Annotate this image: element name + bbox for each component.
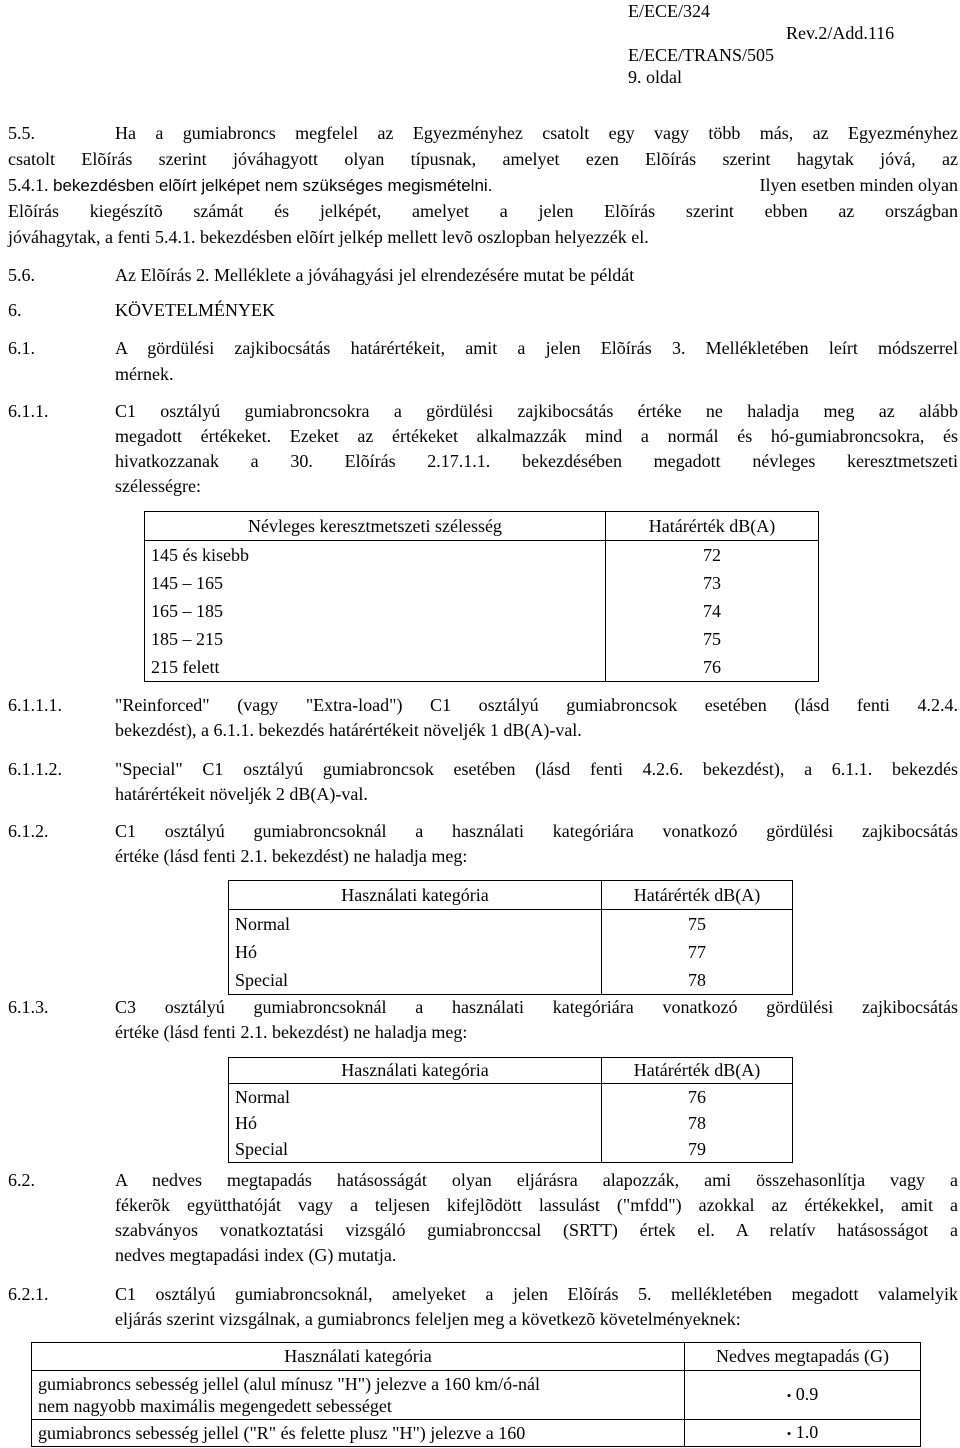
- paragraph-line: "Reinforced" (vagy "Extra-load") C1 osztályú gumiabroncsok esetében (lásd fenti 4.2.4.: [115, 695, 958, 715]
- paragraph-line: [8, 173, 958, 198]
- table-cell: 72: [606, 541, 819, 570]
- table-row: [145, 569, 819, 597]
- section-number: 6.2.1.: [8, 1284, 49, 1304]
- paragraph-line: eljárás szerint vizsgálnak, a gumiabroncs feleljen meg a következõ követelményeknek:: [115, 1309, 741, 1329]
- paragraph-line: megadott értékeket. Ezeket az értékeket alkalmazzák mind a normál és hó-gumiabroncsokra, és: [115, 426, 958, 446]
- table-cell: 78: [602, 966, 793, 995]
- paragraph-line: bekezdést), a 6.1.1. bekezdés határértékeit növeljék 1 dB(A)-val.: [115, 720, 582, 740]
- table-cell: Normal: [229, 1084, 602, 1111]
- paragraph-line: értéke (lásd fenti 2.1. bekezdést) ne haladja meg:: [115, 846, 468, 866]
- paragraph-line: A gördülési zajkibocsátás határértékeit, amit a jelen Elõírás 3. Mellékletében leírt módszerrel: [115, 338, 958, 358]
- cell-line: gumiabroncs sebesség jellel (alul mínusz "H") jelezve a 160 km/ó-nál: [38, 1374, 541, 1394]
- section-heading: KÖVETELMÉNYEK: [115, 300, 275, 320]
- table-cell: • 0.9: [685, 1371, 921, 1420]
- wet-grip-value: 1.0: [795, 1422, 819, 1442]
- section-number: 6.2.: [8, 1170, 35, 1190]
- doc-revision: Rev.2/Add.116: [786, 23, 895, 43]
- table-cell: 75: [602, 910, 793, 939]
- table-row: [229, 1136, 793, 1163]
- table-cell: Normal: [229, 910, 602, 939]
- table-cell: Special: [229, 966, 602, 995]
- page-number: 9. oldal: [628, 67, 682, 87]
- table-cell: 76: [606, 653, 819, 682]
- doc-ref-2: E/ECE/TRANS/505: [628, 45, 775, 65]
- table-cell: [32, 1371, 685, 1420]
- paragraph-line: "Special" C1 osztályú gumiabroncsok esetében (lásd fenti 4.2.6. bekezdést), a 6.1.1. bekezdés: [115, 759, 958, 779]
- paragraph-line: értéke (lásd fenti 2.1. bekezdést) ne haladja meg:: [115, 1022, 468, 1042]
- doc-ref-1: E/ECE/324: [628, 1, 710, 21]
- paragraph-line: A nedves megtapadás hatásosságát olyan eljárásra alapozzák, ami összehasonlítja vagy a: [115, 1170, 958, 1190]
- paragraph-fragment: bekezdésben elõírt jelképet nem szükséges megismételni.: [53, 176, 493, 195]
- paragraph-line: Elõírás kiegészítõ számát és jelképét, amelyet a jelen Elõírás szerint ebben az országban: [8, 201, 958, 221]
- table-row: [32, 1420, 921, 1447]
- table-row: [145, 625, 819, 653]
- table-cell: 185 – 215: [145, 625, 606, 653]
- width-limit-table: [144, 511, 819, 682]
- table-row: [145, 541, 819, 570]
- table-row: [32, 1371, 921, 1420]
- table-header: Határérték dB(A): [602, 1058, 793, 1084]
- paragraph-line: C1 osztályú gumiabroncsoknál, amelyeket a jelen Elõírás 5. mellékletében megadott valamelyik: [115, 1284, 958, 1304]
- table-row: [145, 597, 819, 625]
- table-row: [229, 1084, 793, 1111]
- table-header: Nedves megtapadás (G): [685, 1343, 921, 1371]
- table-cell: 74: [606, 597, 819, 625]
- section-number: 5.6.: [8, 265, 35, 285]
- paragraph-line: C1 osztályú gumiabroncsokra a gördülési zajkibocsátás értéke ne haladja meg az alább: [115, 401, 958, 421]
- table-header: Használati kategória: [32, 1343, 685, 1371]
- table-cell: Special: [229, 1136, 602, 1163]
- table-cell: • 1.0: [685, 1420, 921, 1447]
- paragraph-line: mérnek.: [115, 364, 174, 384]
- table-header: Névleges keresztmetszeti szélesség: [145, 512, 606, 541]
- c3-category-table: [228, 1057, 793, 1163]
- paragraph-line: jóváhagytak, a fenti 5.4.1. bekezdésben elõírt jelkép mellett levõ oszlopban helyezzék el.: [8, 227, 649, 247]
- table-cell: 77: [602, 938, 793, 966]
- ref-number: 5.4.1.: [8, 175, 49, 195]
- table-cell: 165 – 185: [145, 597, 606, 625]
- paragraph-fragment: Ilyen esetben minden olyan: [759, 175, 958, 195]
- c1-category-table: [228, 880, 793, 995]
- table-cell: 75: [606, 625, 819, 653]
- paragraph-line: szélességre:: [115, 476, 201, 496]
- table-row: [145, 653, 819, 682]
- wet-grip-value: 0.9: [795, 1384, 819, 1404]
- table-row: [229, 910, 793, 939]
- section-number: 6.1.1.: [8, 401, 49, 421]
- table-cell: Hó: [229, 1110, 602, 1136]
- table-cell: gumiabroncs sebesség jellel ("R" és felette plusz "H") jelezve a 160: [32, 1420, 685, 1447]
- paragraph-line: fékerõk együtthatóját vagy a teljesen kifejlõdött lassulást ("mfdd") azokkal az értékekkel, amit a: [115, 1195, 958, 1215]
- paragraph-line: határértékeit növeljék 2 dB(A)-val.: [115, 784, 368, 804]
- paragraph-line: hivatkozzanak a 30. Elõírás 2.17.1.1. bekezdésében megadott névleges keresztmetszeti: [115, 451, 958, 471]
- section-number: 6.: [8, 300, 22, 320]
- table-header: Használati kategória: [229, 881, 602, 910]
- table-cell: Hó: [229, 938, 602, 966]
- table-cell: 78: [602, 1110, 793, 1136]
- section-number: 6.1.1.1.: [8, 695, 62, 715]
- paragraph-line: csatolt Elõírás szerint jóváhagyott olyan típusnak, amelyet ezen Elõírás szerint hagytak jóvá, az: [8, 149, 958, 169]
- table-row: [229, 966, 793, 995]
- table-header: Határérték dB(A): [606, 512, 819, 541]
- section-number: 5.5.: [8, 123, 35, 143]
- paragraph-line: nedves megtapadási index (G) mutatja.: [115, 1245, 397, 1265]
- table-row: [229, 1110, 793, 1136]
- cell-line: nem nagyobb maximális megengedett sebességet: [38, 1396, 392, 1416]
- table-cell: 73: [606, 569, 819, 597]
- wet-grip-table: [31, 1342, 921, 1447]
- table-cell: 215 felett: [145, 653, 606, 682]
- paragraph-line: C3 osztályú gumiabroncsoknál a használati kategóriára vonatkozó gördülési zajkibocsátás: [115, 997, 958, 1017]
- section-number: 6.1.1.2.: [8, 759, 62, 779]
- table-cell: 76: [602, 1084, 793, 1111]
- table-cell: 145 – 165: [145, 569, 606, 597]
- table-row: [229, 938, 793, 966]
- table-header: Használati kategória: [229, 1058, 602, 1084]
- paragraph-line: C1 osztályú gumiabroncsoknál a használati kategóriára vonatkozó gördülési zajkibocsátás: [115, 821, 958, 841]
- table-cell: 79: [602, 1136, 793, 1163]
- table-cell: 145 és kisebb: [145, 541, 606, 570]
- paragraph-line: Ha a gumiabroncs megfelel az Egyezményhez csatolt egy vagy több más, az Egyezményhez: [115, 123, 958, 143]
- paragraph-line: szabványos vonatkoztatási vizsgáló gumiabronccsal (SRTT) értek el. A relatív hatásosságot a: [115, 1220, 958, 1240]
- paragraph-line: Az Elõírás 2. Melléklete a jóváhagyási jel elrendezésére mutat be példát: [115, 265, 635, 285]
- section-number: 6.1.3.: [8, 997, 49, 1017]
- section-number: 6.1.: [8, 338, 35, 358]
- table-header: Határérték dB(A): [602, 881, 793, 910]
- section-number: 6.1.2.: [8, 821, 49, 841]
